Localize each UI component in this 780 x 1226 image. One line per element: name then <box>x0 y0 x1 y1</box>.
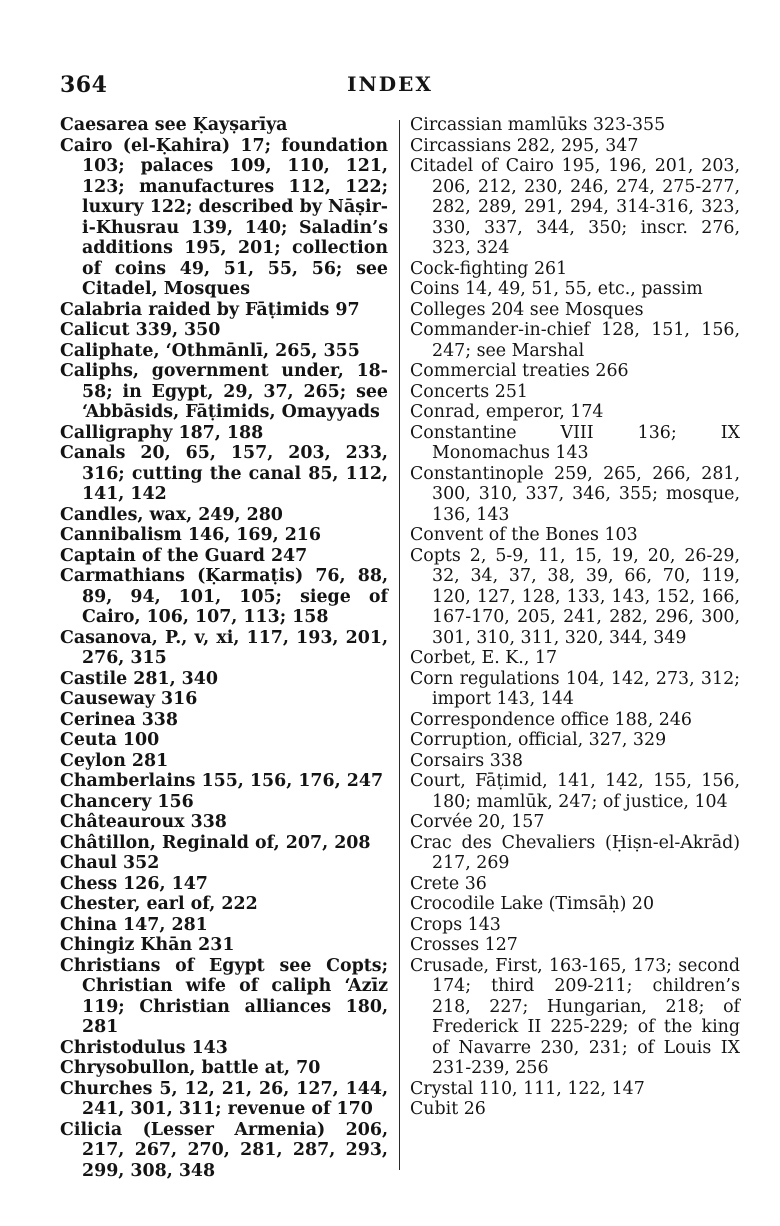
index-entry: Crete 36 <box>410 873 487 894</box>
index-entry: Calligraphy 187, 188 <box>60 422 264 443</box>
index-entry: Corruption, official, 327, 329 <box>410 730 667 750</box>
index-entry: Caliphate, ‘Othmānlī, 265, 355 <box>60 340 360 361</box>
index-entry: Corsairs 338 <box>410 750 523 771</box>
index-entry: Calabria raided by Fāṭimids 97 <box>60 299 360 320</box>
index-column-left <box>60 115 388 1181</box>
index-entry: Cilicia (Lesser Armenia) 206, 217, 267, 270, 281, 287, 293, 299, 308, 348 <box>60 1119 388 1181</box>
index-entry: Châtillon, Reginald of, 207, 208 <box>60 832 371 853</box>
running-head-title: INDEX <box>347 72 433 96</box>
index-entry: Canals 20, 65, 157, 203, 233, 316; cutting the canal 85, 112, 141, 142 <box>60 443 388 504</box>
index-entry: Crops 143 <box>410 914 501 935</box>
index-entry: Candles, wax, 249, 280 <box>60 504 283 525</box>
index-entry: Constantine VIII 136; IX Monomachus 143 <box>410 422 740 463</box>
index-entry: Commercial treaties 266 <box>410 361 629 381</box>
index-entry: Crusade, First, 163-165, 173; second 174; third 209-211; children’s 218, 227; Hungarian, 218; of Frederick II 225-229; of the king of Navarre 230, 231; of Louis IX 231-239, 256 <box>410 955 740 1078</box>
index-entry: Court, Fāṭimid, 141, 142, 155, 156, 180; mamlūk, 247; of justice, 104 <box>410 771 740 812</box>
index-entry: Christians of Egypt see Copts; Christian wife of caliph ‘Azīz 119; Christian alliances 180, 281 <box>60 955 388 1037</box>
index-entry: Chancery 156 <box>60 791 194 812</box>
index-entry: Crystal 110, 111, 122, 147 <box>410 1078 645 1099</box>
index-entry: Chaul 352 <box>60 853 160 873</box>
index-entry: Calicut 339, 350 <box>60 320 221 340</box>
index-entry: Citadel of Cairo 195, 196, 201, 203, 206, 212, 230, 246, 274, 275-277, 282, 289, 291, 294, 314-316, 323, 330, 337, 344, 350; inscr. 276, 323, 324 <box>410 156 740 258</box>
index-entry: Copts 2, 5-9, 11, 15, 19, 20, 26-29, 32, 34, 37, 38, 39, 66, 70, 119, 120, 127, 128, 133, 143, 152, 166, 167-170, 205, 241, 282, 296, 300, 301, 310, 311, 320, 344, 349 <box>410 545 740 648</box>
index-entry: Coins 14, 49, 51, 55, etc., passim <box>410 279 703 299</box>
index-entry: Chamberlains 155, 156, 176, 247 <box>60 771 384 791</box>
index-entry: Ceylon 281 <box>60 750 169 771</box>
index-entry: Carmathians (Ḳarmaṭis) 76, 88, 89, 94, 101, 105; siege of Cairo, 106, 107, 113; 158 <box>60 566 388 627</box>
column-divider <box>399 120 400 1170</box>
index-entry: Correspondence office 188, 246 <box>410 709 692 730</box>
index-entry: Caesarea see Ḳayṣarīya <box>60 115 288 135</box>
index-entry: Convent of the Bones 103 <box>410 525 638 545</box>
index-entry: Cairo (el-Ḳahira) 17; foundation 103; palaces 109, 110, 121, 123; manufactures 112, 122; luxury 122; described by Nāṣir-i-Khusrau 139, 140; Saladin’s additions 195, 201; collection of coins 49, 51, 55, 56; see Citadel, Mosques <box>60 135 388 299</box>
index-entry: Christodulus 143 <box>60 1037 228 1058</box>
page-number: 364 <box>60 72 108 98</box>
index-entry: China 147, 281 <box>60 914 208 935</box>
index-entry: Corbet, E. K., 17 <box>410 648 558 668</box>
index-entry: Causeway 316 <box>60 689 198 709</box>
index-entry: Chester, earl of, 222 <box>60 894 258 914</box>
index-entry: Circassians 282, 295, 347 <box>410 135 639 156</box>
index-entry: Crac des Chevaliers (Ḥiṣn-el-Akrād) 217, 269 <box>410 832 740 873</box>
index-entry: Cannibalism 146, 169, 216 <box>60 525 322 545</box>
index-entry: Crocodile Lake (Timsāḥ) 20 <box>410 894 655 914</box>
index-entry: Churches 5, 12, 21, 26, 127, 144, 241, 301, 311; revenue of 170 <box>60 1078 388 1119</box>
index-entry: Concerts 251 <box>410 381 528 402</box>
index-entry: Circassian mamlūks 323-355 <box>410 115 666 135</box>
index-entry: Chrysobullon, battle at, 70 <box>60 1058 321 1078</box>
index-entry: Commander-in-chief 128, 151, 156, 247; see Marshal <box>410 320 740 361</box>
index-entry: Captain of the Guard 247 <box>60 545 308 566</box>
index-entry: Cubit 26 <box>410 1099 486 1119</box>
index-entry: Colleges 204 see Mosques <box>410 299 644 320</box>
index-entry: Cerinea 338 <box>60 709 179 730</box>
index-entry: Chess 126, 147 <box>60 873 208 894</box>
index-entry: Ceuta 100 <box>60 730 160 750</box>
index-entry: Castile 281, 340 <box>60 668 218 689</box>
index-entry: Cock-fighting 261 <box>410 258 568 279</box>
index-entry: Casanova, P., v, xi, 117, 193, 201, 276, 315 <box>60 627 388 668</box>
index-column-right <box>410 115 740 1120</box>
index-entry: Caliphs, government under, 18-58; in Egypt, 29, 37, 265; see ‘Abbāsids, Fāṭimids, Omayyads <box>60 361 388 422</box>
index-entry: Châteauroux 338 <box>60 812 227 832</box>
index-entry: Corvée 20, 157 <box>410 812 545 832</box>
index-entry: Conrad, emperor, 174 <box>410 402 604 422</box>
index-entry: Constantinople 259, 265, 266, 281, 300, 310, 337, 346, 355; mosque, 136, 143 <box>410 463 740 525</box>
index-entry: Crosses 127 <box>410 935 518 955</box>
index-entry: Corn regulations 104, 142, 273, 312; import 143, 144 <box>410 668 740 709</box>
index-entry: Chingiz Khān 231 <box>60 935 235 955</box>
